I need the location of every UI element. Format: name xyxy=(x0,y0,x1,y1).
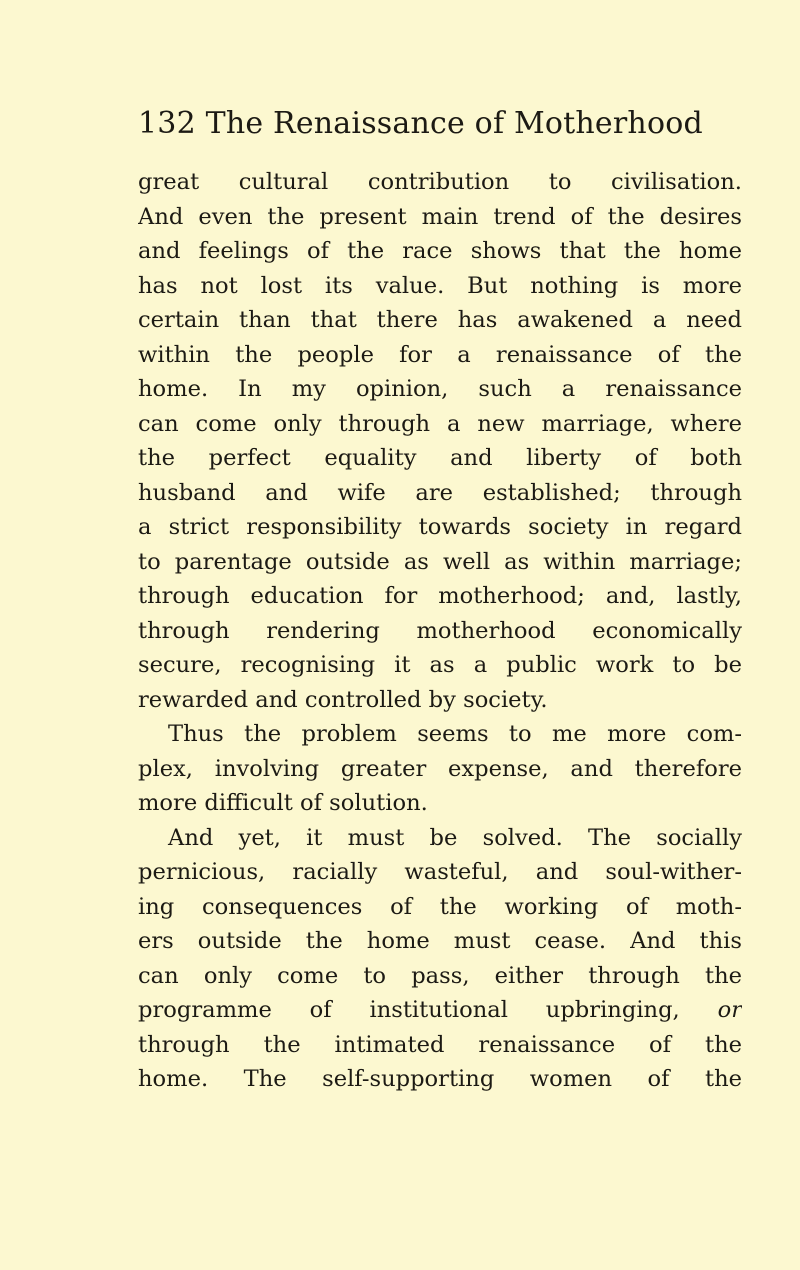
text-line-paragraph-end: more difficult of solution. xyxy=(138,790,428,816)
text-line: to parentage outside as well as within marriage; xyxy=(138,548,742,575)
body-text xyxy=(138,165,742,1097)
text-line: secure, recognising it as a public work to be xyxy=(138,652,742,678)
running-head xyxy=(138,104,703,144)
text-line: has not lost its value. But nothing is more xyxy=(138,272,742,299)
text-line: can come only through a new marriage, where xyxy=(138,410,742,437)
italic-emphasis: or xyxy=(717,997,742,1023)
text-line: and feelings of the race shows that the home xyxy=(138,238,742,264)
text-line: through the intimated renaissance of the xyxy=(138,1031,742,1058)
text-line: can only come to pass, either through the xyxy=(138,962,742,989)
text-line-paragraph-start: And yet, it must be solved. The socially xyxy=(168,824,742,851)
text-line-paragraph-end: rewarded and controlled by society. xyxy=(138,686,548,713)
text-line: home. In my opinion, such a renaissance xyxy=(138,376,742,402)
text-line: plex, involving greater expense, and therefore xyxy=(138,755,742,782)
text-line: the perfect equality and liberty of both xyxy=(138,445,742,471)
text-line: through rendering motherhood economically xyxy=(138,617,742,644)
text-line: ers outside the home must cease. And this xyxy=(138,928,742,954)
text-line: pernicious, racially wasteful, and soul-wither- xyxy=(138,859,742,885)
text-line: certain than that there has awakened a need xyxy=(138,307,742,333)
text-line: a strict responsibility towards society in regard xyxy=(138,514,742,540)
text-line: within the people for a renaissance of the xyxy=(138,341,742,368)
text-line: home. The self-supporting women of the xyxy=(138,1066,742,1092)
text-line: ing consequences of the working of moth- xyxy=(138,893,742,920)
text-line: through education for motherhood; and, lastly, xyxy=(138,583,742,609)
book-title: The Renaissance of Motherhood xyxy=(205,106,703,141)
text-line: husband and wife are established; through xyxy=(138,479,742,506)
page-number: 132 xyxy=(138,106,196,141)
text-line xyxy=(138,993,742,1028)
text-line-paragraph-start: Thus the problem seems to me more com- xyxy=(168,721,742,747)
text-segment: programme of institutional upbringing, xyxy=(138,997,718,1023)
text-line: great cultural contribution to civilisation. xyxy=(138,169,742,195)
book-page xyxy=(138,0,742,1270)
text-line: And even the present main trend of the desires xyxy=(138,203,742,230)
